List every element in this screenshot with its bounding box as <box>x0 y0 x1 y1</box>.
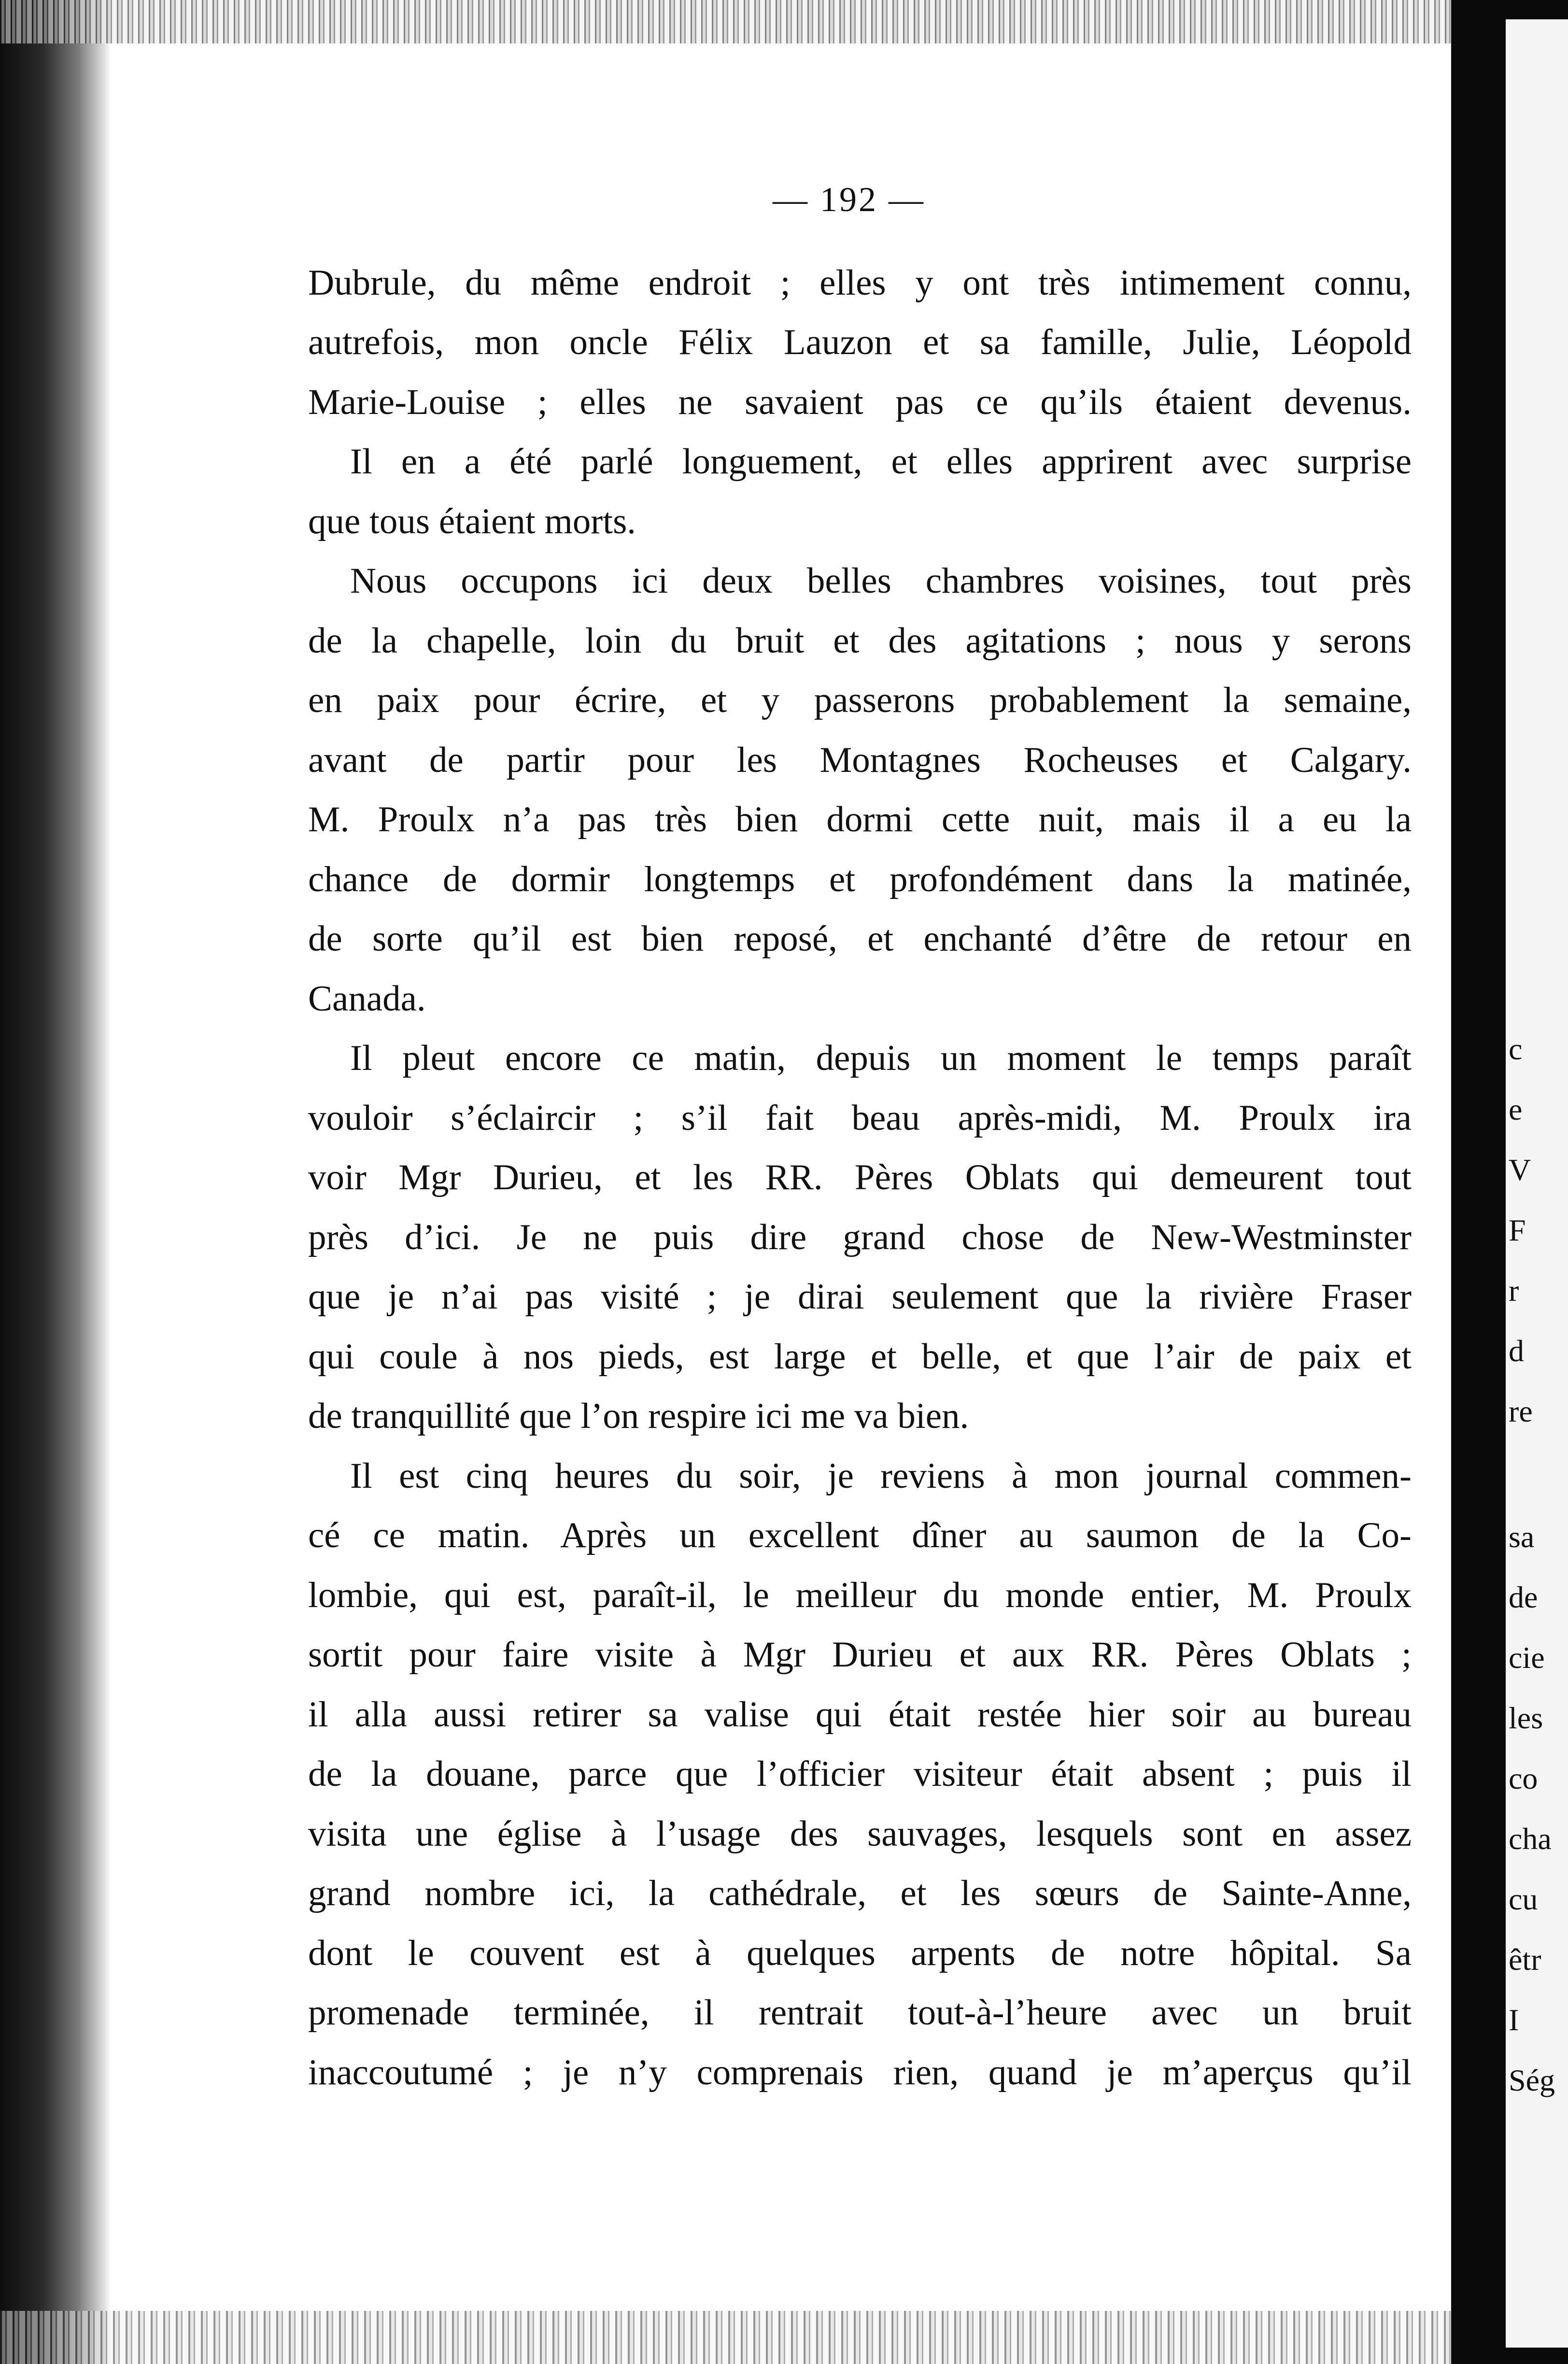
text-line: Nous occupons ici deux belles chambres voisines, tout près <box>350 561 1412 601</box>
adjacent-page-fragment: r <box>1509 1273 1519 1308</box>
text-line: Il en a été parlé longuement, et elles apprirent avec surprise <box>350 441 1412 482</box>
text-line: de la douane, parce que l’officier visiteur était absent ; puis il <box>308 1754 1412 1794</box>
text-line: visita une église à l’usage des sauvages, lesquels sont en assez <box>308 1814 1412 1854</box>
text-line: chance de dormir longtemps et profondément dans la matinée, <box>308 859 1412 899</box>
adjacent-page-fragment: cha <box>1509 1822 1552 1856</box>
text-line: il alla aussi retirer sa valise qui était restée hier soir au bureau <box>308 1695 1412 1735</box>
adjacent-page-fragment: cu <box>1509 1882 1538 1916</box>
text-line: avant de partir pour les Montagnes Rocheuses et Calgary. <box>308 740 1412 780</box>
adjacent-page-fragment: I <box>1509 2003 1519 2037</box>
adjacent-page-fragment: de <box>1509 1580 1538 1614</box>
adjacent-page-fragment: co <box>1509 1761 1538 1795</box>
text-line: Il est cinq heures du soir, je reviens à mon journal commen- <box>350 1456 1412 1496</box>
adjacent-page-fragment: F <box>1509 1213 1526 1247</box>
text-line: Il pleut encore ce matin, depuis un moment le temps paraît <box>350 1038 1412 1078</box>
text-line: qui coule à nos pieds, est large et belle, et que l’air de paix et <box>308 1337 1412 1377</box>
text-line: en paix pour écrire, et y passerons probablement la semaine, <box>308 680 1412 720</box>
adjacent-page-fragment: re <box>1509 1394 1533 1428</box>
page-number: — 192 — <box>773 180 925 219</box>
text-line: de sorte qu’il est bien reposé, et enchanté d’être de retour en <box>308 919 1412 959</box>
text-line: que je n’ai pas visité ; je dirai seulement que la rivière Fraser <box>308 1277 1412 1317</box>
text-line: Dubrule, du même endroit ; elles y ont très intimement connu, <box>308 263 1412 303</box>
adjacent-page-fragment: c <box>1509 1032 1523 1066</box>
adjacent-page-fragment: sa <box>1509 1520 1535 1554</box>
adjacent-page-fragment: V <box>1509 1153 1531 1187</box>
adjacent-page-fragment: d <box>1509 1334 1524 1368</box>
text-line: Canada. <box>308 979 426 1019</box>
text-line: de tranquillité que l’on respire ici me va bien. <box>308 1396 969 1436</box>
adjacent-page-fragment: cie <box>1509 1640 1545 1675</box>
text-line: M. Proulx n’a pas très bien dormi cette nuit, mais il a eu la <box>308 799 1412 840</box>
adjacent-page-fragment: êtr <box>1509 1942 1541 1977</box>
text-line: de la chapelle, loin du bruit et des agitations ; nous y serons <box>308 621 1412 661</box>
text-line: dont le couvent est à quelques arpents de notre hôpital. Sa <box>308 1933 1412 1973</box>
text-line: lombie, qui est, paraît-il, le meilleur du monde entier, M. Proulx <box>308 1575 1412 1615</box>
text-line: promenade terminée, il rentrait tout-à-l’heure avec un bruit <box>308 1993 1412 2033</box>
adjacent-page-fragment: e <box>1509 1092 1523 1126</box>
text-line: Marie-Louise ; elles ne savaient pas ce qu’ils étaient devenus. <box>308 382 1412 422</box>
text-line: vouloir s’éclaircir ; s’il fait beau après-midi, M. Proulx ira <box>308 1098 1412 1138</box>
text-line: autrefois, mon oncle Félix Lauzon et sa famille, Julie, Léopold <box>308 322 1412 362</box>
text-line: inaccoutumé ; je n’y comprenais rien, quand je m’aperçus qu’il <box>308 2052 1412 2093</box>
adjacent-page-fragment: Ség <box>1509 2063 1555 2097</box>
text-line: près d’ici. Je ne puis dire grand chose de New-Westminster <box>308 1217 1412 1257</box>
text-line: cé ce matin. Après un excellent dîner au saumon de la Co- <box>308 1515 1412 1555</box>
text-line: que tous étaient morts. <box>308 501 636 541</box>
text-line: grand nombre ici, la cathédrale, et les sœurs de Sainte-Anne, <box>308 1873 1412 1913</box>
text-line: voir Mgr Durieu, et les RR. Pères Oblats qui demeurent tout <box>308 1157 1412 1197</box>
text-line: sortit pour faire visite à Mgr Durieu et aux RR. Pères Oblats ; <box>308 1635 1412 1675</box>
adjacent-page-fragment: les <box>1509 1701 1543 1735</box>
